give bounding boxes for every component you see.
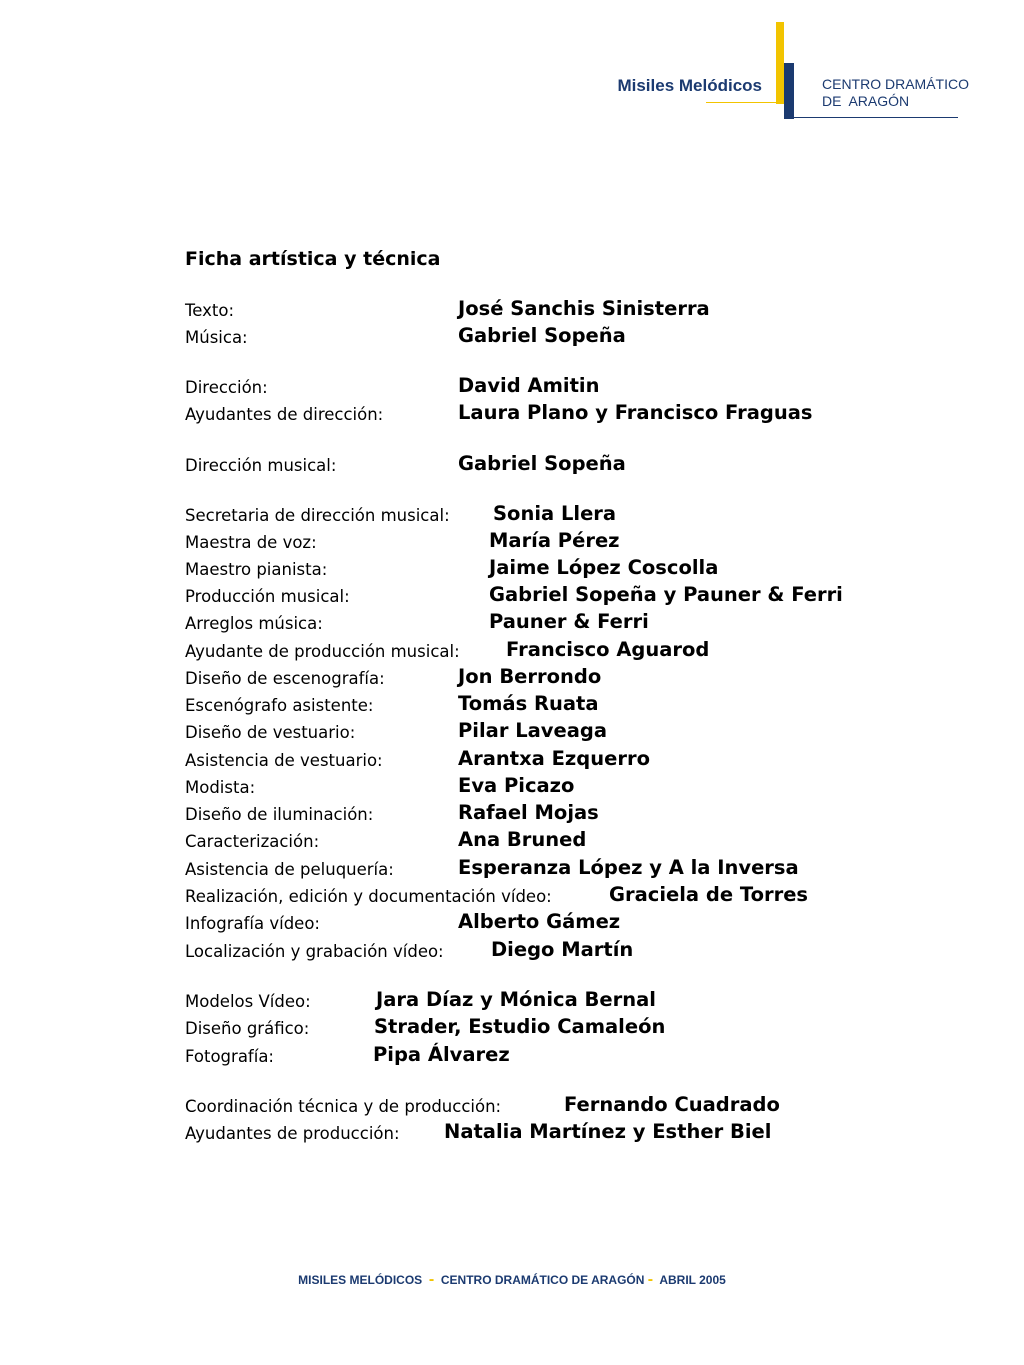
credit-label: Asistencia de peluquería:: [185, 860, 394, 879]
header-org-line2: DE ARAGÓN: [822, 93, 910, 109]
credit-value: Graciela de Torres: [609, 883, 809, 906]
credit-value: Pauner & Ferri: [489, 610, 649, 633]
logo-yellow-underline: [706, 102, 780, 103]
logo-navy-underline: [794, 117, 958, 118]
credit-label: Escenógrafo asistente:: [185, 696, 374, 715]
footer-part-2: CENTRO DRAMÁTICO DE ARAGÓN: [440, 1273, 645, 1287]
credit-value: Pipa Álvarez: [373, 1043, 510, 1066]
credit-value: Natalia Martínez y Esther Biel: [444, 1120, 772, 1143]
credit-value: Arantxa Ezquerro: [458, 747, 650, 770]
credit-label: Producción musical:: [185, 587, 350, 606]
credit-label: Realización, edición y documentación vídeo:: [185, 887, 552, 906]
credit-value: Strader, Estudio Camaleón: [374, 1015, 666, 1038]
credit-label: Coordinación técnica y de producción:: [185, 1097, 502, 1116]
credit-value: Jara Díaz y Mónica Bernal: [376, 988, 656, 1011]
credit-label: Modista:: [185, 778, 256, 797]
credit-label: Secretaria de dirección musical:: [185, 506, 450, 525]
credit-label: Diseño de vestuario:: [185, 723, 356, 742]
credit-label: Ayudantes de producción:: [185, 1124, 400, 1143]
credit-value: Gabriel Sopeña y Pauner & Ferri: [489, 583, 843, 606]
header-org-name: [822, 76, 969, 110]
credit-label: Maestro pianista:: [185, 560, 328, 579]
page-footer: [0, 1271, 1024, 1289]
credit-label: Ayudante de producción musical:: [185, 642, 460, 661]
footer-separator: -: [428, 1271, 435, 1288]
credit-value: Francisco Aguarod: [506, 638, 710, 661]
credit-value: Esperanza López y A la Inversa: [458, 856, 799, 879]
credit-value: María Pérez: [489, 529, 620, 552]
credit-value: Gabriel Sopeña: [458, 324, 626, 347]
credit-label: Diseño de escenografía:: [185, 669, 385, 688]
footer-part-3: ABRIL 2005: [659, 1273, 726, 1287]
credit-label: Dirección:: [185, 378, 268, 397]
credit-value: Tomás Ruata: [458, 692, 599, 715]
credit-label: Diseño gráfico:: [185, 1019, 310, 1038]
logo-navy-bar: [784, 63, 794, 119]
credit-value: Diego Martín: [491, 938, 634, 961]
credit-label: Infografía vídeo:: [185, 914, 320, 933]
header-org-line1: CENTRO DRAMÁTICO: [822, 76, 969, 92]
credit-value: Alberto Gámez: [458, 910, 621, 933]
credit-label: Diseño de iluminación:: [185, 805, 374, 824]
credit-value: Sonia Llera: [493, 502, 617, 525]
credit-label: Asistencia de vestuario:: [185, 751, 383, 770]
credit-value: Jon Berrondo: [458, 665, 602, 688]
credit-label: Caracterización:: [185, 832, 320, 851]
credit-label: Dirección musical:: [185, 456, 337, 475]
footer-separator: -: [647, 1271, 654, 1288]
logo-yellow-bar: [776, 22, 784, 104]
credit-label: Modelos Vídeo:: [185, 992, 311, 1011]
header-title: Misiles Melódicos: [617, 76, 762, 95]
credit-label: Maestra de voz:: [185, 533, 317, 552]
credit-value: David Amitin: [458, 374, 600, 397]
credit-label: Ayudantes de dirección:: [185, 405, 384, 424]
credit-label: Localización y grabación vídeo:: [185, 942, 444, 961]
credit-value: Ana Bruned: [458, 828, 587, 851]
credit-label: Arreglos música:: [185, 614, 323, 633]
credit-value: José Sanchis Sinisterra: [458, 297, 710, 320]
credit-value: Fernando Cuadrado: [564, 1093, 780, 1116]
credit-value: Rafael Mojas: [458, 801, 599, 824]
credit-value: Gabriel Sopeña: [458, 452, 626, 475]
credit-value: Laura Plano y Francisco Fraguas: [458, 401, 813, 424]
credit-value: Jaime López Coscolla: [489, 556, 719, 579]
section-title: Ficha artística y técnica: [185, 248, 441, 270]
credit-value: Eva Picazo: [458, 774, 575, 797]
credit-label: Texto:: [185, 301, 235, 320]
credit-label: Música:: [185, 328, 248, 347]
credit-value: Pilar Laveaga: [458, 719, 608, 742]
footer-part-1: MISILES MELÓDICOS: [298, 1273, 423, 1287]
credit-label: Fotografía:: [185, 1047, 274, 1066]
